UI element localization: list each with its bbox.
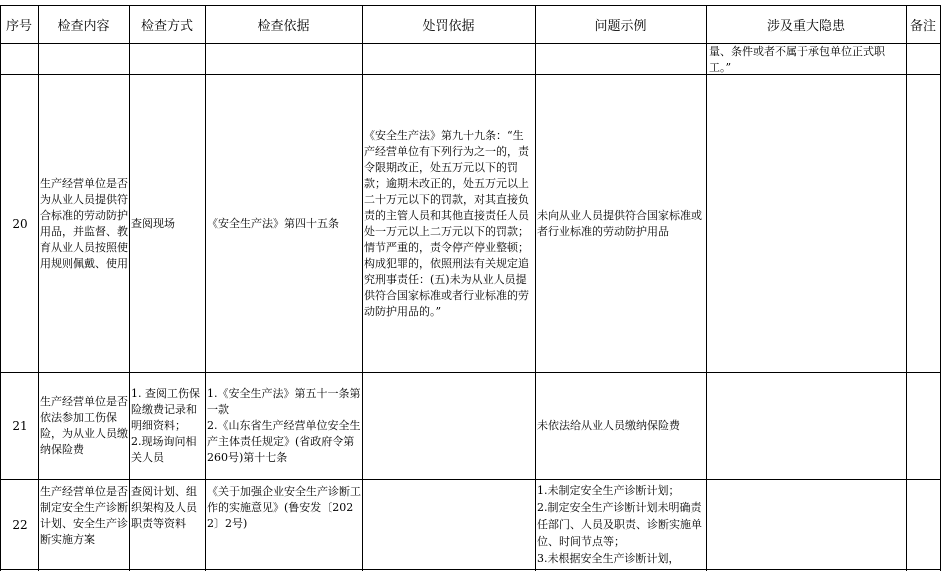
header-basis: 检查依据 [257,18,310,34]
row-21-content: 生产经营单位是否依法参加工伤保险，为从业人员缴纳保险费 [40,395,128,456]
row-22-example: 1.未制定安全生产诊断计划； 2.制定安全生产诊断计划未明确责任部门、人员及职责、诊断实施单位、时间节点等； 3.未根据安全生产诊断计划， [537,484,702,565]
row-21-example: 未依法给从业人员缴纳保险费 [537,419,680,432]
row-20-content: 生产经营单位是否为从业人员提供符合标准的劳动防护用品，并监督、教育从业人员按照使用规则佩戴、使用 [40,176,128,270]
header-remark: 备注 [909,18,936,34]
header-penalty: 处罚依据 [422,18,475,34]
row-20-method: 查阅现场 [131,216,175,230]
row-21-basis: 1.《安全生产法》第五十一条第一款 2.《山东省生产经营单位安全生产主体责任规定》(省政府令第 260号)第十七条 [207,387,361,464]
row-21-seq: 21 [12,419,28,433]
row-20-penalty: 《安全生产法》第九十九条：“生产经营单位有下列行为之一的，责令限期改正，处五万元以下的罚款；逾期未改正的，处五万元以上二十万元以下的罚款，对其直接负责的主管人员和其他直接责任人员处一万元以上二万元以下的罚款；情节严重的，责令停产停业整顿；构成犯罪的，依照刑法有关规定追究刑事责任：(五)未为从业人员提供符合国家标准或者行业标准的劳动防护用品的。” [364,128,529,318]
row-20-example: 未向从业人员提供符合国家标准或者行业标准的劳动防护用品 [537,208,702,238]
row-22-basis: 《关于加强企业安全生产诊断工作的实施意见》(鲁安发〔2022〕2号) [207,485,361,530]
row-21-method: 1. 查阅工伤保险缴费记录和明细资料； 2.现场询问相关人员 [131,387,200,464]
row-20-basis: 《安全生产法》第四十五条 [207,216,339,230]
row-22-content: 生产经营单位是否制定安全生产诊断计划、安全生产诊断实施方案 [40,485,128,546]
header-example: 问题示例 [594,18,647,34]
header-method: 检查方式 [140,18,193,34]
row-20-seq: 20 [12,216,28,231]
row-22-seq: 22 [12,517,28,532]
row-22-method: 查阅计划、组织架构及人员职责等资料 [131,485,197,530]
continued-hazard-text: 量、条件或者不属于承包单位正式职工。” [709,45,885,74]
header-seq: 序号 [5,18,32,34]
header-content: 检查内容 [57,18,110,34]
header-hazard: 涉及重大隐患 [766,18,845,34]
